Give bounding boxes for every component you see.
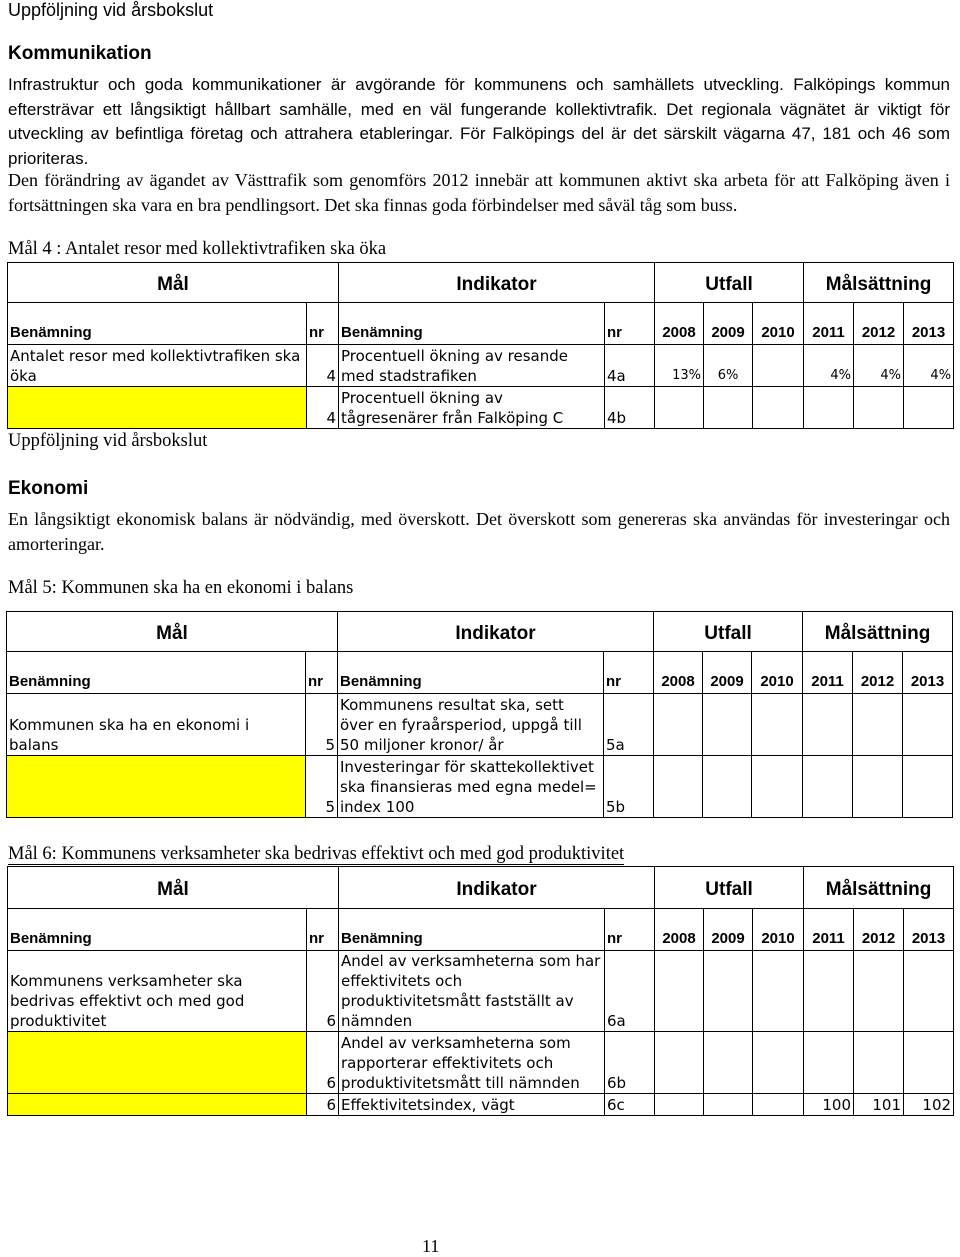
value-2011 (804, 387, 854, 429)
value-2013 (903, 694, 953, 756)
value-2010 (753, 345, 804, 387)
indicator-nr: 6b (605, 1032, 655, 1094)
table-row (7, 694, 953, 756)
value-2010 (753, 951, 804, 1032)
indicator-nr: 4b (605, 387, 655, 429)
value-2011 (803, 694, 853, 756)
top-heading: Uppföljning vid årsbokslut (8, 0, 214, 20)
col-2010: 2010 (753, 909, 804, 951)
header-malsattning: Målsättning (803, 612, 953, 652)
col-nr: nr (306, 652, 338, 694)
col-2011: 2011 (804, 303, 854, 345)
col-nr-indikator: nr (605, 303, 655, 345)
goal-name (8, 1032, 307, 1094)
header-utfall: Utfall (655, 867, 804, 909)
goal-name (7, 756, 306, 818)
header-mal: Mål (7, 612, 338, 652)
uppfoljning-heading: Uppföljning vid årsbokslut (8, 431, 208, 451)
col-2010: 2010 (753, 303, 804, 345)
value-2008 (655, 1032, 704, 1094)
value-2010 (752, 694, 803, 756)
goal-nr: 4 (307, 387, 339, 429)
value-2012: 4% (854, 345, 904, 387)
ekonomi-paragraph: En långsiktigt ekonomisk balans är nödvändig, med överskott. Det överskott som genereras ska användas för investeringar och amorteringar. (8, 509, 950, 554)
value-2008 (655, 1094, 704, 1116)
col-nr: nr (307, 909, 339, 951)
value-2013 (904, 951, 954, 1032)
col-benamning-indikator: Benämning (339, 909, 605, 951)
col-nr-indikator: nr (605, 909, 655, 951)
ekonomi-heading: Ekonomi (8, 478, 89, 499)
page-number: 11 (422, 1236, 440, 1256)
goal-name (8, 1094, 307, 1116)
value-2010 (753, 1094, 804, 1116)
value-2008 (655, 387, 704, 429)
col-2009: 2009 (704, 909, 753, 951)
goal6-table (7, 866, 954, 1116)
value-2011: 4% (804, 345, 854, 387)
goal-name (8, 387, 307, 429)
goal-nr: 6 (307, 1094, 339, 1116)
col-2011: 2011 (804, 909, 854, 951)
goal-name: Antalet resor med kollektivtrafiken ska öka (8, 345, 307, 387)
table-row (8, 1094, 954, 1116)
col-benamning: Benämning (7, 652, 306, 694)
col-benamning: Benämning (8, 909, 307, 951)
value-2009 (704, 387, 753, 429)
value-2013 (904, 387, 954, 429)
value-2012: 101 (854, 1094, 904, 1116)
col-2010: 2010 (752, 652, 803, 694)
value-2008: 13% (655, 345, 704, 387)
col-2008: 2008 (655, 303, 704, 345)
value-2012 (854, 387, 904, 429)
indicator-name: Procentuell ökning av tågresenärer från Falköping C (339, 387, 605, 429)
header-utfall: Utfall (655, 263, 804, 303)
value-2011: 100 (804, 1094, 854, 1116)
col-benamning-indikator: Benämning (339, 303, 605, 345)
indicator-nr: 4a (605, 345, 655, 387)
value-2009 (704, 951, 753, 1032)
header-indikator: Indikator (338, 612, 654, 652)
col-nr: nr (307, 303, 339, 345)
value-2012 (853, 694, 903, 756)
header-utfall: Utfall (654, 612, 803, 652)
table-row (7, 756, 953, 818)
goal-nr: 5 (306, 694, 338, 756)
value-2009 (703, 694, 752, 756)
indicator-nr: 5b (604, 756, 654, 818)
value-2009: 6% (704, 345, 753, 387)
header-malsattning: Målsättning (804, 867, 954, 909)
goal-name: Kommunen ska ha en ekonomi i balans (7, 694, 306, 756)
goal4-table (7, 262, 954, 429)
goal-nr: 6 (307, 1032, 339, 1094)
indicator-name: Andel av verksamheterna som rapporterar effektivitets och produktivitetsmått till nämnden (339, 1032, 605, 1094)
value-2013: 102 (904, 1094, 954, 1116)
col-2008: 2008 (654, 652, 703, 694)
goal4-title: Mål 4 : Antalet resor med kollektivtrafiken ska öka (8, 239, 387, 259)
col-2009: 2009 (704, 303, 753, 345)
goal6-title: Mål 6: Kommunens verksamheter ska bedrivas effektivt och med god produktivitet (8, 844, 625, 864)
col-2012: 2012 (854, 909, 904, 951)
value-2013 (904, 1032, 954, 1094)
col-2009: 2009 (703, 652, 752, 694)
table-row (8, 1032, 954, 1094)
indicator-name: Effektivitetsindex, vägt (339, 1094, 605, 1116)
indicator-nr: 6c (605, 1094, 655, 1116)
indicator-name: Kommunens resultat ska, sett över en fyraårsperiod, uppgå till 50 miljoner kronor/ år (338, 694, 604, 756)
kommunikation-paragraph-1: Infrastruktur och goda kommunikationer är avgörande för kommunens och samhällets utveckling. Falköpings kommun eftersträvar ett långsiktigt hållbart samhälle, med en väl fungerande kollektivtrafik. Det regionala vägnätet är viktigt för utveckling av befintliga företag och attrahera etableringar. För Falköpings del är det särskilt vägarna 47, 181 och 46 som prioriteras. (8, 75, 950, 168)
indicator-nr: 6a (605, 951, 655, 1032)
indicator-name: Andel av verksamheterna som har effektivitets och produktivitetsmått fastställt av nämnden (339, 951, 605, 1032)
table-row (8, 951, 954, 1032)
value-2012 (853, 756, 903, 818)
value-2009 (704, 1094, 753, 1116)
value-2011 (803, 756, 853, 818)
header-malsattning: Målsättning (804, 263, 954, 303)
table-row (8, 387, 954, 429)
col-benamning-indikator: Benämning (338, 652, 604, 694)
kommunikation-heading: Kommunikation (8, 43, 152, 64)
indicator-name: Investeringar för skattekollektivet ska finansieras med egna medel= index 100 (338, 756, 604, 818)
value-2009 (704, 1032, 753, 1094)
value-2008 (655, 951, 704, 1032)
header-indikator: Indikator (339, 867, 655, 909)
value-2008 (654, 756, 703, 818)
col-2011: 2011 (803, 652, 853, 694)
goal-nr: 5 (306, 756, 338, 818)
col-2013: 2013 (904, 303, 954, 345)
col-2012: 2012 (854, 303, 904, 345)
col-2013: 2013 (904, 909, 954, 951)
value-2010 (752, 756, 803, 818)
goal5-title: Mål 5: Kommunen ska ha en ekonomi i balans (8, 578, 354, 598)
header-indikator: Indikator (339, 263, 655, 303)
value-2013: 4% (904, 345, 954, 387)
value-2009 (703, 756, 752, 818)
indicator-nr: 5a (604, 694, 654, 756)
table-row (8, 345, 954, 387)
indicator-name: Procentuell ökning av resande med stadstrafiken (339, 345, 605, 387)
col-2013: 2013 (903, 652, 953, 694)
col-2008: 2008 (655, 909, 704, 951)
kommunikation-paragraph-2: Den förändring av ägandet av Västtrafik som genomförs 2012 innebär att kommunen aktivt ska arbeta för att Falköping även i fortsättningen ska vara en bra pendlingsort. Det ska finnas goda förbindelser med såväl tåg som buss. (8, 170, 950, 215)
value-2012 (854, 951, 904, 1032)
goal-nr: 4 (307, 345, 339, 387)
goal5-table (6, 611, 953, 818)
header-mal: Mål (8, 263, 339, 303)
goal-nr: 6 (307, 951, 339, 1032)
goal-name: Kommunens verksamheter ska bedrivas effektivt och med god produktivitet (8, 951, 307, 1032)
header-mal: Mål (8, 867, 339, 909)
value-2011 (804, 951, 854, 1032)
value-2010 (753, 1032, 804, 1094)
value-2011 (804, 1032, 854, 1094)
value-2013 (903, 756, 953, 818)
col-nr-indikator: nr (604, 652, 654, 694)
value-2008 (654, 694, 703, 756)
value-2012 (854, 1032, 904, 1094)
value-2010 (753, 387, 804, 429)
col-benamning: Benämning (8, 303, 307, 345)
col-2012: 2012 (853, 652, 903, 694)
